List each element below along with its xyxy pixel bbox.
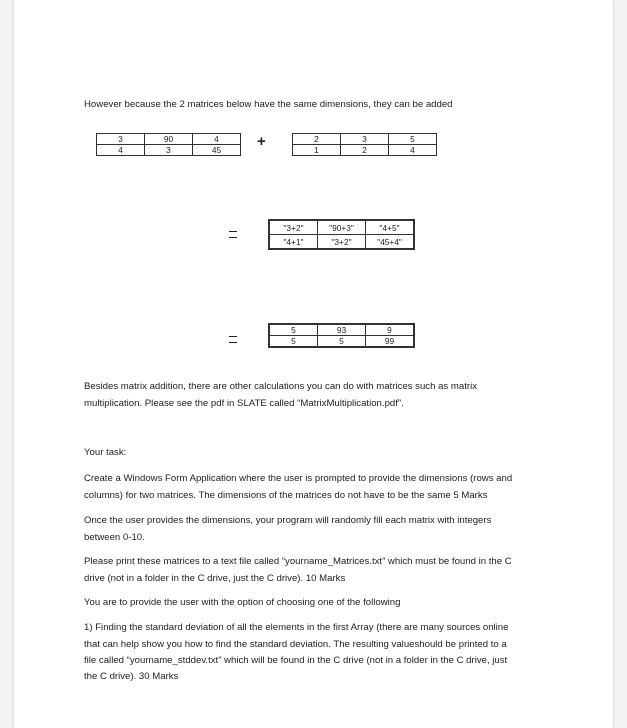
paragraph-line: file called “yourname_stddev.txt” which will be found in the C drive (not in a folder in the C drive, just	[84, 655, 508, 666]
equals-sign	[229, 231, 237, 238]
your-task-heading: Your task:	[84, 447, 127, 458]
matrix-sum-cell: "3+2"	[269, 220, 318, 235]
paragraph-line: that can help show you how to find the standard deviation. The resulting valueshould be printed to a	[84, 639, 507, 650]
matrix-b-cell: 2	[341, 145, 389, 156]
paragraph-line: You are to provide the user with the option of choosing one of the following	[84, 597, 401, 608]
intro-text: However because the 2 matrices below have the same dimensions, they can be added	[84, 99, 453, 110]
paragraph-line: Create a Windows Form Application where the user is prompted to provide the dimensions (rows and	[84, 473, 513, 484]
equals-sign	[229, 336, 237, 343]
matrix-a-cell: 4	[193, 134, 241, 145]
paragraph-line: Once the user provides the dimensions, your program will randomly fill each matrix with integers	[84, 515, 492, 526]
matrix-result-cell: 5	[318, 336, 366, 348]
matrix-b-cell: 5	[389, 134, 437, 145]
matrix-a	[96, 133, 241, 156]
matrix-result-cell: 5	[269, 336, 318, 348]
matrix-result-cell: 93	[318, 324, 366, 336]
paragraph-line: columns) for two matrices. The dimensions of the matrices do not have to be the same 5 Marks	[84, 490, 488, 501]
matrix-a-cell: 3	[97, 134, 145, 145]
paragraph-line: 1) Finding the standard deviation of all the elements in the first Array (there are many sources online	[84, 622, 509, 633]
matrix-result-cell: 99	[366, 336, 415, 348]
matrix-result	[268, 323, 415, 348]
matrix-b	[292, 133, 437, 156]
paragraph-line: drive (not in a folder in the C drive, just the C drive). 10 Marks	[84, 573, 346, 584]
matrix-b-cell: 3	[341, 134, 389, 145]
plus-sign: +	[257, 133, 266, 150]
matrix-sum-cell: "3+2"	[318, 235, 366, 250]
paragraph-line: Besides matrix addition, there are other calculations you can do with matrices such as matrix	[84, 381, 477, 392]
matrix-b-cell: 4	[389, 145, 437, 156]
matrix-sum-expression	[268, 219, 415, 250]
matrix-b-cell: 1	[293, 145, 341, 156]
matrix-a-cell: 45	[193, 145, 241, 156]
matrix-sum-cell: "90+3"	[318, 220, 366, 235]
paragraph-line: multiplication. Please see the pdf in SLATE called “MatrixMultiplication.pdf”.	[84, 398, 404, 409]
matrix-result-cell: 5	[269, 324, 318, 336]
paragraph-line: between 0-10.	[84, 532, 145, 543]
paragraph-line: the C drive). 30 Marks	[84, 671, 179, 682]
matrix-a-cell: 90	[145, 134, 193, 145]
matrix-sum-cell: "4+1"	[269, 235, 318, 250]
matrix-result-cell: 9	[366, 324, 415, 336]
matrix-a-cell: 4	[97, 145, 145, 156]
matrix-sum-cell: "4+5"	[366, 220, 415, 235]
matrix-sum-cell: "45+4"	[366, 235, 415, 250]
matrix-b-cell: 2	[293, 134, 341, 145]
matrix-a-cell: 3	[145, 145, 193, 156]
paragraph-line: Please print these matrices to a text file called “yourname_Matrices.txt” which must be found in the C	[84, 556, 512, 567]
